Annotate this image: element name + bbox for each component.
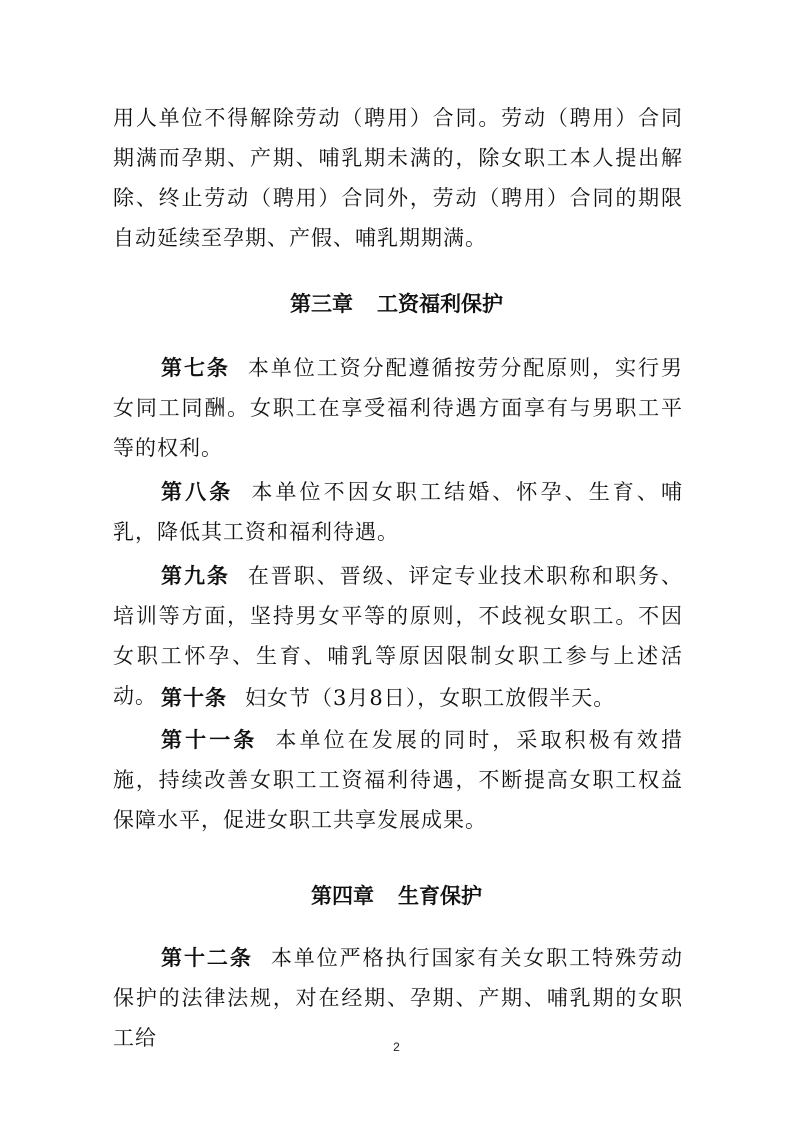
article-8-label: 第八条	[161, 480, 234, 504]
chapter-3-heading	[0, 284, 793, 324]
article-10	[113, 678, 683, 718]
article-7	[113, 348, 683, 468]
chapter-3-title: 工资福利保护	[377, 292, 503, 316]
article-9-text: 在晋职、晋级、评定专业技术职称和职务、培训等方面，坚持男女平等的原则，不歧视女职工。不因女职工怀孕、生育、哺乳等原因限制女职工参与上述活动。	[113, 564, 684, 708]
article-11	[113, 720, 683, 840]
article-7-text: 本单位工资分配遵循按劳分配原则，实行男女同工同酬。女职工在享受福利待遇方面享有与男职工平等的权利。	[113, 356, 684, 460]
intro-paragraph: 用人单位不得解除劳动（聘用）合同。劳动（聘用）合同期满而孕期、产期、哺乳期未满的，除女职工本人提出解除、终止劳动（聘用）合同外，劳动（聘用）合同的期限自动延续至孕期、产假、哺乳期期满。	[113, 106, 683, 250]
article-10-text: 妇女节（3月8日），女职工放假半天。	[245, 686, 616, 710]
article-8-text: 本单位不因女职工结婚、怀孕、生育、哺乳，降低其工资和福利待遇。	[113, 480, 684, 544]
article-9-label: 第九条	[161, 564, 230, 588]
article-7-label: 第七条	[161, 356, 230, 380]
article-12-text: 本单位严格执行国家有关女职工特殊劳动保护的法律法规，对在经期、孕期、产期、哺乳期的女职工给	[113, 946, 684, 1050]
chapter-4-title: 生育保护	[398, 884, 482, 908]
article-10-label: 第十条	[161, 686, 227, 710]
chapter-4-number: 第四章	[311, 884, 374, 908]
article-11-text: 本单位在发展的同时，采取积极有效措施，持续改善女职工工资福利待遇，不断提高女职工权益保障水平，促进女职工共享发展成果。	[113, 728, 684, 832]
page-number: 2	[393, 1040, 400, 1054]
article-12-label: 第十二条	[161, 946, 253, 970]
chapter-3-number: 第三章	[290, 292, 353, 316]
article-11-label: 第十一条	[161, 728, 258, 752]
chapter-4-heading	[0, 876, 793, 916]
article-8	[113, 472, 683, 552]
